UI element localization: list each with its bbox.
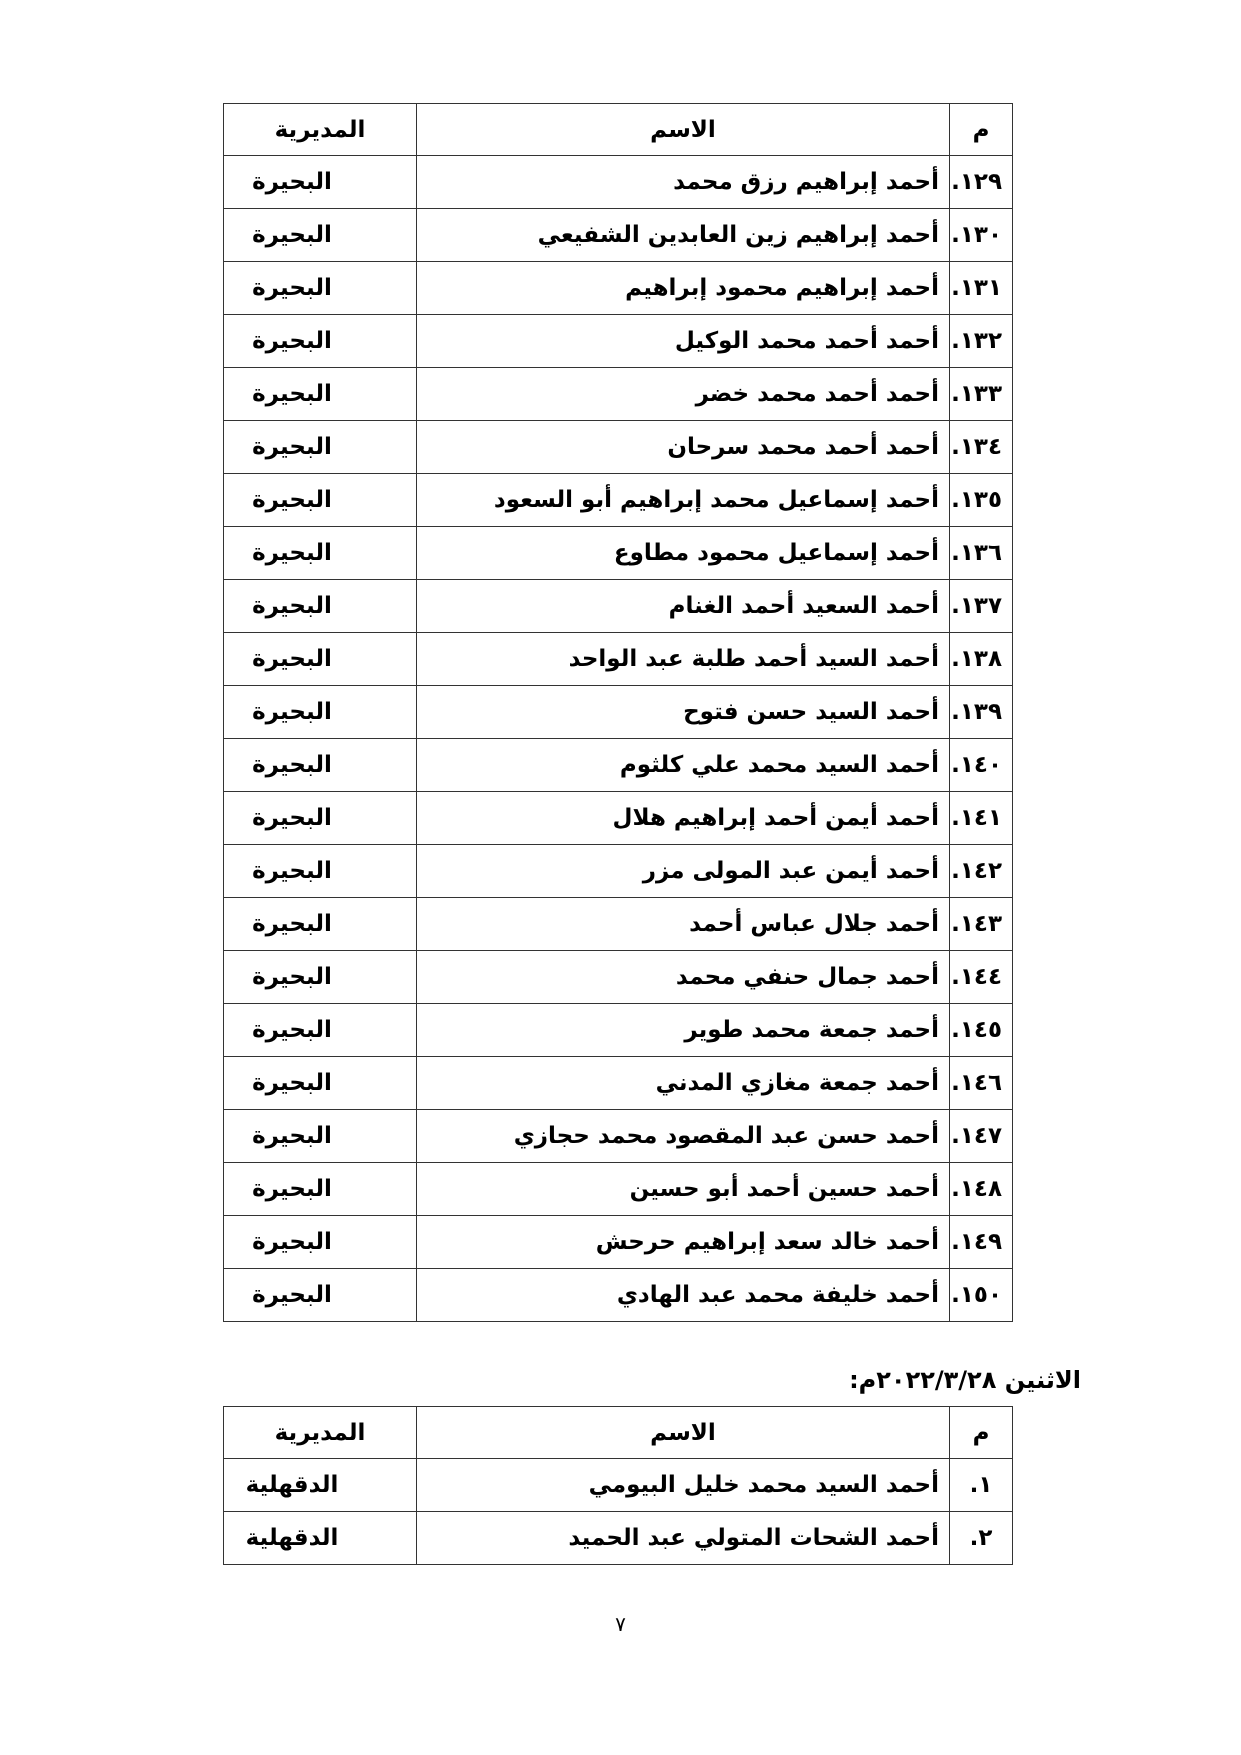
row-number: ١٣٣.: [951, 381, 1002, 407]
row-directorate-cell: [224, 1110, 417, 1163]
section-date-heading: الاثنين ٢٠٢٢/٣/٢٨م:: [849, 1366, 1081, 1394]
row-name-cell: [417, 1269, 950, 1322]
row-name: أحمد إسماعيل محمود مطاوع: [613, 540, 939, 566]
row-name-cell: [417, 792, 950, 845]
row-number-cell: [950, 1512, 1013, 1565]
table-row: [224, 898, 1013, 951]
row-number: ١٣٦.: [951, 540, 1002, 566]
row-number-cell: [950, 421, 1013, 474]
row-number-cell: [950, 1163, 1013, 1216]
row-number-cell: [950, 1004, 1013, 1057]
row-name: أحمد جمعة مغازي المدني: [655, 1070, 939, 1096]
row-name: أحمد أحمد محمد الوكيل: [674, 328, 939, 354]
row-directorate-cell: [224, 633, 417, 686]
row-directorate-cell: [224, 951, 417, 1004]
row-name-cell: [417, 315, 950, 368]
row-directorate-cell: [224, 156, 417, 209]
row-name: أحمد جمال حنفي محمد: [675, 964, 939, 990]
row-number-cell: [950, 1057, 1013, 1110]
page-number: ٧: [615, 1612, 626, 1636]
row-directorate: البحيرة: [252, 911, 332, 937]
row-directorate: البحيرة: [252, 328, 332, 354]
row-number: ١٤١.: [951, 805, 1002, 831]
row-name: أحمد إبراهيم رزق محمد: [673, 169, 939, 195]
table-row: [224, 845, 1013, 898]
row-directorate: البحيرة: [252, 487, 332, 513]
row-directorate-cell: [224, 315, 417, 368]
row-number-cell: [950, 1110, 1013, 1163]
row-number-cell: [950, 580, 1013, 633]
row-directorate: البحيرة: [252, 1123, 332, 1149]
row-name: أحمد أحمد محمد خضر: [695, 381, 939, 407]
roster-table-second-body: [224, 1459, 1013, 1565]
row-directorate-cell: [224, 262, 417, 315]
row-name-cell: [417, 951, 950, 1004]
row-directorate: الدقهلية: [245, 1472, 339, 1498]
row-name: أحمد إبراهيم محمود إبراهيم: [625, 275, 939, 301]
row-number: ١.: [969, 1472, 993, 1498]
row-directorate: البحيرة: [252, 1229, 332, 1255]
table-row: [224, 527, 1013, 580]
row-directorate: البحيرة: [252, 275, 332, 301]
row-name: أحمد أيمن عبد المولى مزر: [642, 858, 939, 884]
row-number: ١٤٨.: [951, 1176, 1002, 1202]
row-name: أحمد أحمد محمد سرحان: [667, 434, 939, 460]
table-row: [224, 368, 1013, 421]
row-name-cell: [417, 686, 950, 739]
row-name: أحمد السيد محمد خليل البيومي: [588, 1472, 939, 1498]
row-number: ١٣٢.: [951, 328, 1002, 354]
header-directorate: المديرية: [224, 1407, 417, 1459]
row-number: ١٤٩.: [951, 1229, 1002, 1255]
table-row: [224, 1163, 1013, 1216]
row-directorate-cell: [224, 1163, 417, 1216]
row-directorate: البحيرة: [252, 1070, 332, 1096]
row-name-cell: [417, 898, 950, 951]
row-directorate: الدقهلية: [245, 1525, 339, 1551]
header-directorate: المديرية: [224, 104, 417, 156]
row-number: ١٤٦.: [951, 1070, 1002, 1096]
row-name: أحمد السيد حسن فتوح: [683, 699, 939, 725]
row-number: ١٤٠.: [951, 752, 1002, 778]
row-directorate: البحيرة: [252, 964, 332, 990]
row-name: أحمد السيد محمد علي كلثوم: [619, 752, 939, 778]
row-directorate-cell: [224, 1004, 417, 1057]
table-row: [224, 1004, 1013, 1057]
row-directorate: البحيرة: [252, 593, 332, 619]
table-header-row: [224, 1407, 1013, 1459]
row-number-cell: [950, 315, 1013, 368]
header-name: الاسم: [417, 1407, 950, 1459]
row-directorate: البحيرة: [252, 1176, 332, 1202]
row-number-cell: [950, 156, 1013, 209]
row-name: أحمد أيمن أحمد إبراهيم هلال: [612, 805, 939, 831]
header-num: م: [950, 1407, 1013, 1459]
row-number: ١٤٤.: [951, 964, 1002, 990]
table-row: [224, 580, 1013, 633]
table-row: [224, 1110, 1013, 1163]
row-number: ١٤٧.: [951, 1123, 1002, 1149]
row-name-cell: [417, 580, 950, 633]
table-row: [224, 209, 1013, 262]
row-name-cell: [417, 209, 950, 262]
row-name-cell: [417, 1110, 950, 1163]
row-number: ١٤٥.: [951, 1017, 1002, 1043]
table-row: [224, 421, 1013, 474]
row-number: ١٣٤.: [951, 434, 1002, 460]
row-number-cell: [950, 209, 1013, 262]
header-num: م: [950, 104, 1013, 156]
table-row: [224, 1269, 1013, 1322]
roster-table-main: [223, 103, 1013, 1322]
row-directorate: البحيرة: [252, 699, 332, 725]
header-name: الاسم: [417, 104, 950, 156]
row-number-cell: [950, 1459, 1013, 1512]
row-number: ١٣٧.: [951, 593, 1002, 619]
row-directorate-cell: [224, 580, 417, 633]
row-name-cell: [417, 1057, 950, 1110]
row-name: أحمد الشحات المتولي عبد الحميد: [568, 1525, 939, 1551]
row-directorate-cell: [224, 421, 417, 474]
table-row: [224, 156, 1013, 209]
row-directorate: البحيرة: [252, 222, 332, 248]
row-directorate-cell: [224, 1459, 417, 1512]
row-directorate-cell: [224, 1512, 417, 1565]
row-name: أحمد إسماعيل محمد إبراهيم أبو السعود: [493, 487, 939, 513]
row-name: أحمد جلال عباس أحمد: [689, 911, 939, 937]
row-number: ١٣٩.: [951, 699, 1002, 725]
row-directorate: البحيرة: [252, 381, 332, 407]
row-directorate: البحيرة: [252, 1017, 332, 1043]
row-name-cell: [417, 1216, 950, 1269]
row-number: ١٥٠.: [951, 1282, 1002, 1308]
table-row: [224, 315, 1013, 368]
table-row: [224, 262, 1013, 315]
row-name-cell: [417, 845, 950, 898]
row-name-cell: [417, 633, 950, 686]
row-name: أحمد حسين أحمد أبو حسين: [629, 1176, 939, 1202]
row-name-cell: [417, 421, 950, 474]
row-number-cell: [950, 686, 1013, 739]
row-directorate-cell: [224, 527, 417, 580]
row-name-cell: [417, 474, 950, 527]
row-number: ١٤٣.: [951, 911, 1002, 937]
row-name-cell: [417, 156, 950, 209]
table-row: [224, 951, 1013, 1004]
row-number-cell: [950, 792, 1013, 845]
row-directorate-cell: [224, 1216, 417, 1269]
row-name: أحمد جمعة محمد طوير: [684, 1017, 939, 1043]
row-directorate-cell: [224, 792, 417, 845]
row-name: أحمد السيد أحمد طلبة عبد الواحد: [568, 646, 939, 672]
row-directorate-cell: [224, 1057, 417, 1110]
row-directorate: البحيرة: [252, 169, 332, 195]
row-number-cell: [950, 1216, 1013, 1269]
row-number-cell: [950, 262, 1013, 315]
row-name-cell: [417, 262, 950, 315]
row-name: أحمد خليفة محمد عبد الهادي: [616, 1282, 939, 1308]
row-directorate: البحيرة: [252, 540, 332, 566]
row-number-cell: [950, 527, 1013, 580]
row-number: ١٣١.: [951, 275, 1002, 301]
row-directorate-cell: [224, 1269, 417, 1322]
row-number-cell: [950, 739, 1013, 792]
row-number: ١٣٥.: [951, 487, 1002, 513]
row-directorate-cell: [224, 739, 417, 792]
row-directorate: البحيرة: [252, 858, 332, 884]
row-number-cell: [950, 1269, 1013, 1322]
table-header-row: [224, 104, 1013, 156]
row-directorate-cell: [224, 368, 417, 421]
row-name: أحمد حسن عبد المقصود محمد حجازي: [513, 1123, 939, 1149]
row-name-cell: [417, 1459, 950, 1512]
row-number: ١٣٠.: [951, 222, 1002, 248]
row-name-cell: [417, 1004, 950, 1057]
row-name-cell: [417, 739, 950, 792]
table-row: [224, 686, 1013, 739]
roster-table-second: [223, 1406, 1013, 1565]
row-name-cell: [417, 1163, 950, 1216]
row-number-cell: [950, 898, 1013, 951]
row-directorate: البحيرة: [252, 646, 332, 672]
row-number-cell: [950, 368, 1013, 421]
row-number-cell: [950, 951, 1013, 1004]
row-number: ٢.: [969, 1525, 993, 1551]
table-row: [224, 1512, 1013, 1565]
row-directorate: البحيرة: [252, 752, 332, 778]
row-directorate-cell: [224, 209, 417, 262]
row-name: أحمد خالد سعد إبراهيم حرحش: [595, 1229, 939, 1255]
row-number-cell: [950, 633, 1013, 686]
row-number: ١٤٢.: [951, 858, 1002, 884]
row-number-cell: [950, 845, 1013, 898]
row-number: ١٢٩.: [951, 169, 1002, 195]
row-directorate: البحيرة: [252, 1282, 332, 1308]
row-number: ١٣٨.: [951, 646, 1002, 672]
table-row: [224, 633, 1013, 686]
row-directorate-cell: [224, 474, 417, 527]
row-name-cell: [417, 368, 950, 421]
table-row: [224, 792, 1013, 845]
table-row: [224, 1459, 1013, 1512]
roster-table-main-body: [224, 156, 1013, 1322]
row-name: أحمد السعيد أحمد الغنام: [668, 593, 939, 619]
row-directorate: البحيرة: [252, 434, 332, 460]
table-row: [224, 474, 1013, 527]
row-number-cell: [950, 474, 1013, 527]
row-name-cell: [417, 1512, 950, 1565]
row-directorate-cell: [224, 898, 417, 951]
row-directorate-cell: [224, 686, 417, 739]
table-row: [224, 1216, 1013, 1269]
table-row: [224, 739, 1013, 792]
row-directorate: البحيرة: [252, 805, 332, 831]
row-name-cell: [417, 527, 950, 580]
row-name: أحمد إبراهيم زين العابدين الشفيعي: [537, 222, 939, 248]
table-row: [224, 1057, 1013, 1110]
row-directorate-cell: [224, 845, 417, 898]
